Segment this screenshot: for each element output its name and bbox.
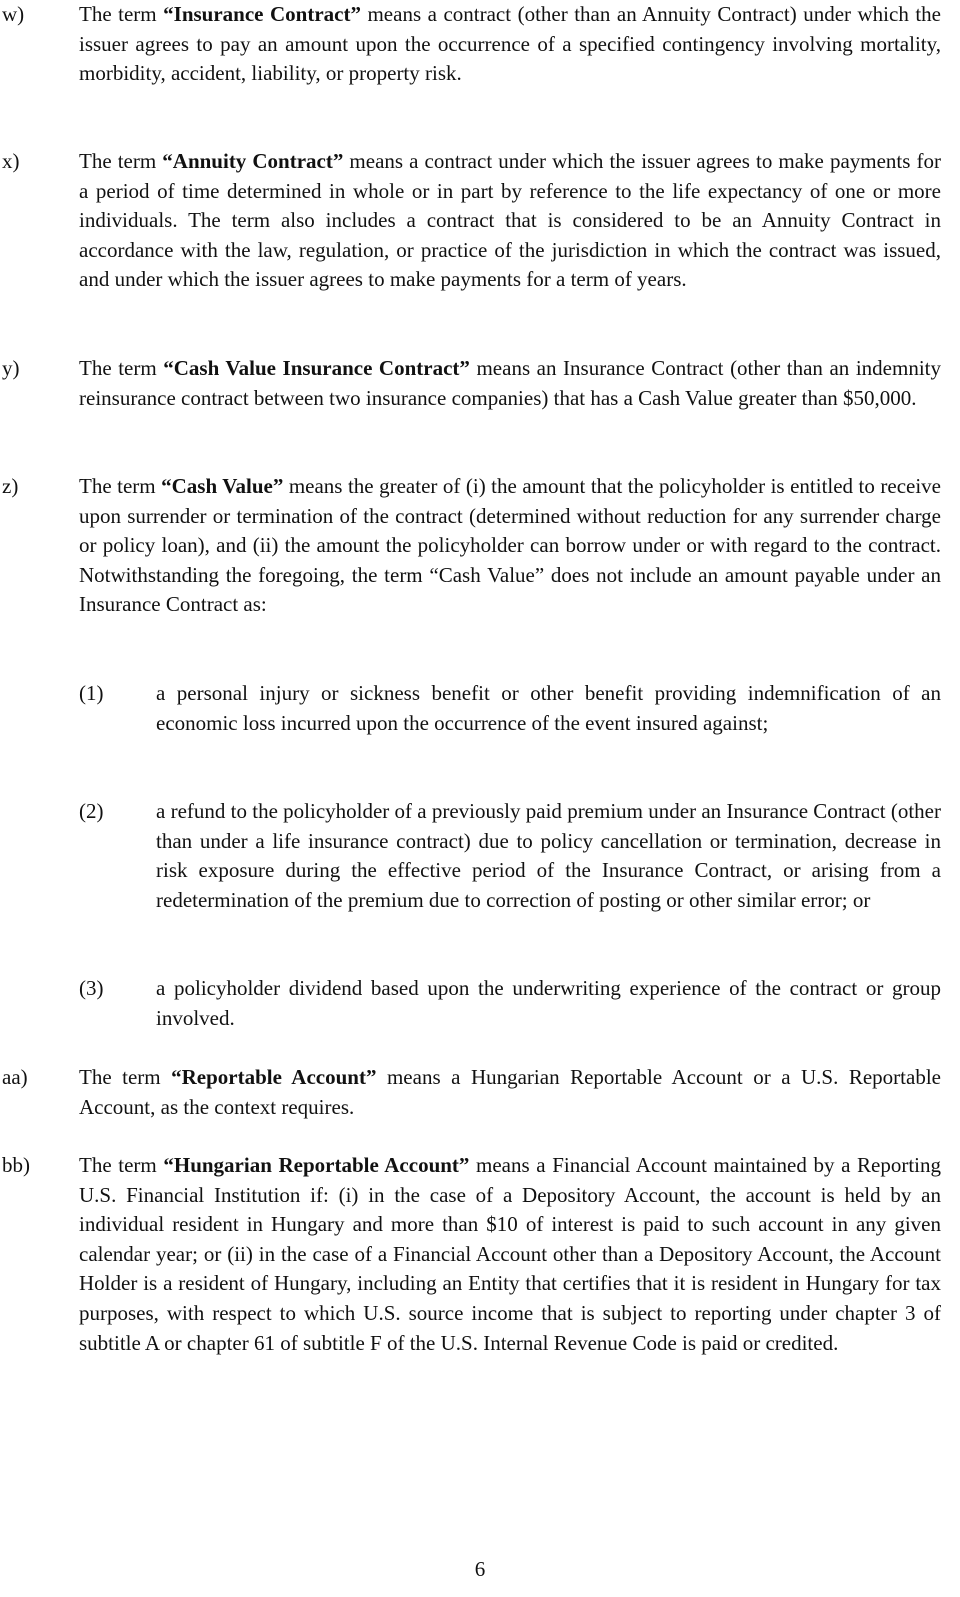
exclusion-text: a refund to the policyholder of a previously paid premium under an Insurance Contract (other than under a life insurance contract) due to policy cancellation or termination, decrease in risk exposure during the effective period of the Insurance Contract, or arising from a redetermination of the premium due to correction of posting or other similar error; or [156, 799, 941, 912]
definition-text [79, 354, 941, 413]
definition-prefix: The term [79, 1153, 164, 1177]
exclusion-text: a policyholder dividend based upon the underwriting experience of the contract or group involved. [156, 976, 941, 1030]
definition-body: means an Insurance Contract (other than an indemnity reinsurance contract between two insurance companies) that has a Cash Value greater than $50,000. [79, 356, 941, 410]
definition-prefix: The term [79, 2, 164, 26]
definition-label: x) [2, 149, 20, 173]
exclusion-label: (1) [79, 681, 104, 705]
definition-body: means a Financial Account maintained by a Reporting U.S. Financial Institution if: (i) in the case of a Depository Account, the account is held by an individual resident in Hungary and more than $10 of interest is paid to such account in any given calendar year; or (ii) in the case of a Financial Account other than a Depository Account, the Account Holder is a resident of Hungary, including an Entity that certifies that it is resident in Hungary for tax purposes, with respect to which U.S. source income that is subject to reporting under chapter 3 of subtitle A or chapter 61 of subtitle F of the U.S. Internal Revenue Code is paid or credited. [79, 1153, 941, 1355]
defined-term: “Insurance Contract” [163, 2, 361, 26]
definition-label: z) [2, 474, 19, 498]
definition-label: aa) [2, 1065, 28, 1089]
definition-text [79, 147, 941, 295]
definition-body: means the greater of (i) the amount that the policyholder is entitled to receive upon surrender or termination of the contract (determined without reduction for any surrender charge or policy loan), and (ii) the amount the policyholder can borrow under or with regard to the contract. Notwithstanding the foregoing, the term “Cash Value” does not include an amount payable under an Insurance Contract as: [79, 474, 941, 617]
definition-label: y) [2, 356, 20, 380]
exclusion-label: (2) [79, 799, 104, 823]
page-number: 6 [474, 1557, 486, 1581]
definition-text [79, 1063, 941, 1122]
definition-text [79, 0, 941, 89]
exclusion-label: (3) [79, 976, 104, 1000]
definition-prefix: The term [79, 149, 163, 173]
definition-body: means a contract (other than an Annuity Contract) under which the issuer agrees to pay an amount upon the occurrence of a specified contingency involving mortality, morbidity, accident, liability, or property risk. [79, 2, 941, 86]
definition-text [79, 472, 941, 620]
definition-prefix: The term [79, 474, 162, 498]
defined-term: “Hungarian Reportable Account” [163, 1153, 470, 1177]
exclusion-text: a personal injury or sickness benefit or other benefit providing indemnification of an economic loss incurred upon the occurrence of the event insured against; [156, 681, 941, 735]
definition-prefix: The term [79, 356, 164, 380]
defined-term: “Cash Value” [161, 474, 284, 498]
definition-text [79, 1151, 941, 1358]
definition-body: means a contract under which the issuer agrees to make payments for a period of time determined in whole or in part by reference to the life expectancy of one or more individuals. The term also includes a contract that is considered to be an Annuity Contract in accordance with the law, regulation, or practice of the jurisdiction in which the contract was issued, and under which the issuer agrees to make payments for a term of years. [79, 149, 941, 292]
definition-prefix: The term [79, 1065, 172, 1089]
definition-label: bb) [2, 1153, 30, 1177]
definition-label: w) [2, 2, 25, 26]
definition-body: means a Hungarian Reportable Account or a U.S. Reportable Account, as the context requires. [79, 1065, 941, 1119]
defined-term: “Cash Value Insurance Contract” [163, 356, 470, 380]
defined-term: “Annuity Contract” [162, 149, 344, 173]
defined-term: “Reportable Account” [171, 1065, 377, 1089]
